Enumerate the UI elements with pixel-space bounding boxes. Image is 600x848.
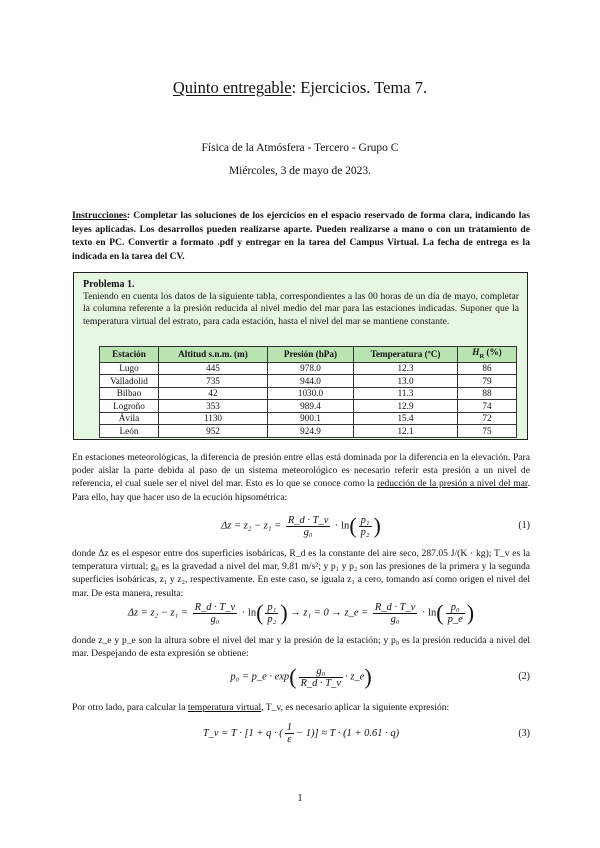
table-cell: 353 (159, 400, 268, 413)
eq3-rest: · z_e (345, 671, 365, 683)
equation-3 (72, 717, 530, 751)
table-cell: 445 (159, 362, 268, 375)
table-cell: 79 (458, 375, 517, 388)
table-header-row (100, 347, 517, 363)
eq4-fraction (285, 722, 294, 745)
page-title (0, 78, 600, 98)
eq2-numerator-2: R_d · T_v (374, 601, 416, 613)
eq4-lhs: T_v = T · [1 + q · ( (202, 728, 283, 739)
paren-right: ) (466, 600, 475, 625)
paragraph-text: , T_v, es necesario aplicar la siguiente expresión: (261, 702, 450, 713)
virtual-temp-link-text: temperatura virtual (187, 702, 262, 713)
table-cell: Ávila (100, 412, 159, 425)
eq2-pressure-ratio-2 (446, 602, 465, 625)
col-header-station: Estación (100, 347, 159, 363)
date-line: Miércoles, 3 de mayo de 2023. (228, 165, 372, 177)
table-cell: 72 (458, 412, 517, 425)
reduction-link-text: reducción de la presión a nivel del mar (377, 478, 528, 490)
eq1-p-den: p₂ (360, 526, 370, 538)
table-row (100, 375, 517, 388)
table-cell: 924.9 (268, 425, 354, 438)
title-underlined: Quinto entregable (172, 78, 292, 97)
table-cell: 900.1 (268, 412, 354, 425)
table-row (100, 362, 517, 375)
humidity-symbol: H (472, 347, 480, 357)
equation-derivation (72, 596, 530, 630)
eq2-p-den: p₂ (267, 613, 277, 625)
table-row (100, 412, 517, 425)
table-cell: 42 (159, 387, 268, 400)
paragraph-intro (72, 451, 530, 504)
col-header-temperature: Temperatura (ºC) (354, 347, 458, 363)
table-cell: 12.1 (354, 425, 458, 438)
eq2-numerator: R_d · T_v (194, 601, 236, 613)
paren-right: ) (280, 600, 288, 625)
table-row (100, 425, 517, 438)
eq2-lhs: Δz = z₂ − z₁ = (127, 607, 188, 619)
table-cell: 1030.0 (268, 387, 354, 400)
paren-right: ) (373, 513, 381, 538)
eq1-number: (1) (518, 520, 530, 531)
eq4-denominator: ε (287, 734, 292, 746)
equation-2 (72, 660, 530, 694)
table-cell: 1130 (159, 412, 268, 425)
table-cell: Lugo (100, 362, 159, 375)
table-cell: 12.3 (354, 362, 458, 375)
paragraph-text: Por otro lado, para calcular la (72, 702, 188, 713)
humidity-subscript: R (479, 352, 485, 360)
table-cell: 75 (458, 425, 517, 438)
eq1-numerator: R_d · T_v (287, 514, 329, 526)
table-cell: 11.3 (354, 387, 458, 400)
problem-box (73, 272, 528, 440)
table-cell: 944.0 (268, 375, 354, 388)
eq3-fraction (299, 666, 344, 689)
paren-right: ) (364, 664, 372, 689)
table-cell: 86 (458, 362, 517, 375)
eq2-fraction-2 (373, 602, 418, 625)
eq1-ln: · ln (335, 520, 350, 532)
table-cell: 12.9 (354, 400, 458, 413)
col-header-humidity (458, 347, 517, 363)
eq1-pressure-ratio (359, 515, 372, 538)
eq2-p-den-2: p_e (447, 613, 463, 625)
title-rest: : Ejercicios. Tema 7. (291, 78, 428, 97)
table-cell: Valladolid (100, 375, 159, 388)
instructions-text: : Completar las soluciones de los ejercicios en el espacio reservado de forma clara, indicando las leyes aplicadas. Los desarrollos pueden realizarse aparte. Pueden realizarse a mano o con un tratamiento de texto en PC. Convertir a formato .pdf y entregar en la tarea del Campus Virtual. La fecha de entrega es la indicada en la tarea del CV. (72, 210, 530, 262)
col-header-altitude: Altitud s.n.m. (m) (159, 347, 268, 363)
eq2-ln-2: · ln (421, 607, 437, 619)
eq2-denominator-2: g₀ (390, 613, 400, 625)
table-cell: Bilbao (100, 387, 159, 400)
eq4-rest: − 1)] ≈ T · (1 + 0.61 · q) (295, 728, 400, 739)
table-cell: León (100, 425, 159, 438)
paren-left: ( (256, 600, 264, 625)
paren-left: ( (349, 513, 357, 538)
table-cell: 15.4 (354, 412, 458, 425)
course-line: Física de la Atmósfera - Tercero - Grupo C (201, 142, 399, 154)
instructions (72, 209, 530, 263)
instructions-label: Instrucciones (72, 210, 127, 221)
eq2-denominator: g₀ (210, 613, 220, 625)
paragraph-definitions: donde Δz es el espesor entre dos superficies isobáricas, R_d es la constante del aire seco, 287.05 J/(K · kg); T_v es la temperatura virtual; g₀ es la gravedad a nivel del mar, 9.81 m/s²; y p₁ y p₂ son las presiones de la primera y la segunda superficies isobáricas, z₁ y z₂, respectivamente. En este caso, se iguala z₁ a cero, tomando así como origen el nivel del mar. De esta manera, resulta: (72, 548, 530, 599)
stations-table (99, 346, 517, 438)
eq3-number: (3) (518, 728, 530, 739)
paren-left: ( (289, 664, 297, 689)
eq1-denominator: g₀ (303, 526, 313, 538)
eq2-number: (2) (518, 671, 530, 682)
eq2-p-num: p₁ (267, 601, 277, 613)
eq3-lhs: p₀ = p_e · exp (230, 671, 290, 683)
table-cell: Logroño (100, 400, 159, 413)
page-number: 1 (297, 793, 303, 804)
table-row (100, 387, 517, 400)
eq1-lhs: Δz = z₂ − z₁ = (221, 520, 282, 532)
humidity-unit: (%) (484, 347, 502, 357)
table-row (100, 400, 517, 413)
eq1-p-num: p₁ (360, 514, 370, 526)
eq2-p-num-2: p₀ (446, 602, 465, 614)
equation-1 (72, 509, 530, 543)
paragraph-virtual-temp (72, 701, 530, 714)
eq4-numerator: 1 (286, 722, 292, 734)
table-cell: 13.0 (354, 375, 458, 388)
table-cell: 735 (159, 375, 268, 388)
paragraph-variables: donde z_e y p_e son la altura sobre el nivel del mar y la presión de la estación; y p₀ es la presión reducida a nivel del mar. Despejando de esta expresión se obtiene: (72, 635, 530, 660)
table-cell: 88 (458, 387, 517, 400)
eq3-numerator: g₀ (299, 666, 344, 678)
eq2-pressure-ratio (265, 602, 278, 625)
eq1-fraction (286, 515, 331, 538)
col-header-pressure: Presión (hPa) (268, 347, 354, 363)
paragraph-text: . Para ello, hay que hacer uso de la ecución hipsométrica: (72, 478, 530, 503)
table-cell: 952 (159, 425, 268, 438)
eq2-ln: · ln (241, 607, 257, 619)
table-cell: 989.4 (268, 400, 354, 413)
problem-title: Problema 1. (83, 279, 135, 290)
table-cell: 74 (458, 400, 517, 413)
problem-text: Teniendo en cuenta los datos de la siguiente tabla, correspondientes a las 00 horas de un día de mayo, completar la columna referente a la presión reducida al nivel medio del mar para las estaciones indicadas. Suponer que la temperatura virtual del estrato, para cada estación, hasta el nivel del mar se mantiene constante. (83, 291, 519, 327)
eq2-fraction (193, 602, 238, 625)
eq3-denominator: R_d · T_v (300, 677, 342, 689)
paren-left: ( (436, 600, 444, 625)
table-cell: 978.0 (268, 362, 354, 375)
paragraph-text: En estaciones meteorológicas, la diferencia de presión entre ellas está dominada por la diferencia en la elevación. Para poder aislar la parte debida al paso de un sistema meteorológico es necesario referir esta presión a un nivel de referencia, el cual suele ser el nivel del mar. Esto es lo que se conoce como la (72, 452, 530, 490)
eq2-arrow: → z₁ = 0 → z_e = (290, 607, 369, 619)
